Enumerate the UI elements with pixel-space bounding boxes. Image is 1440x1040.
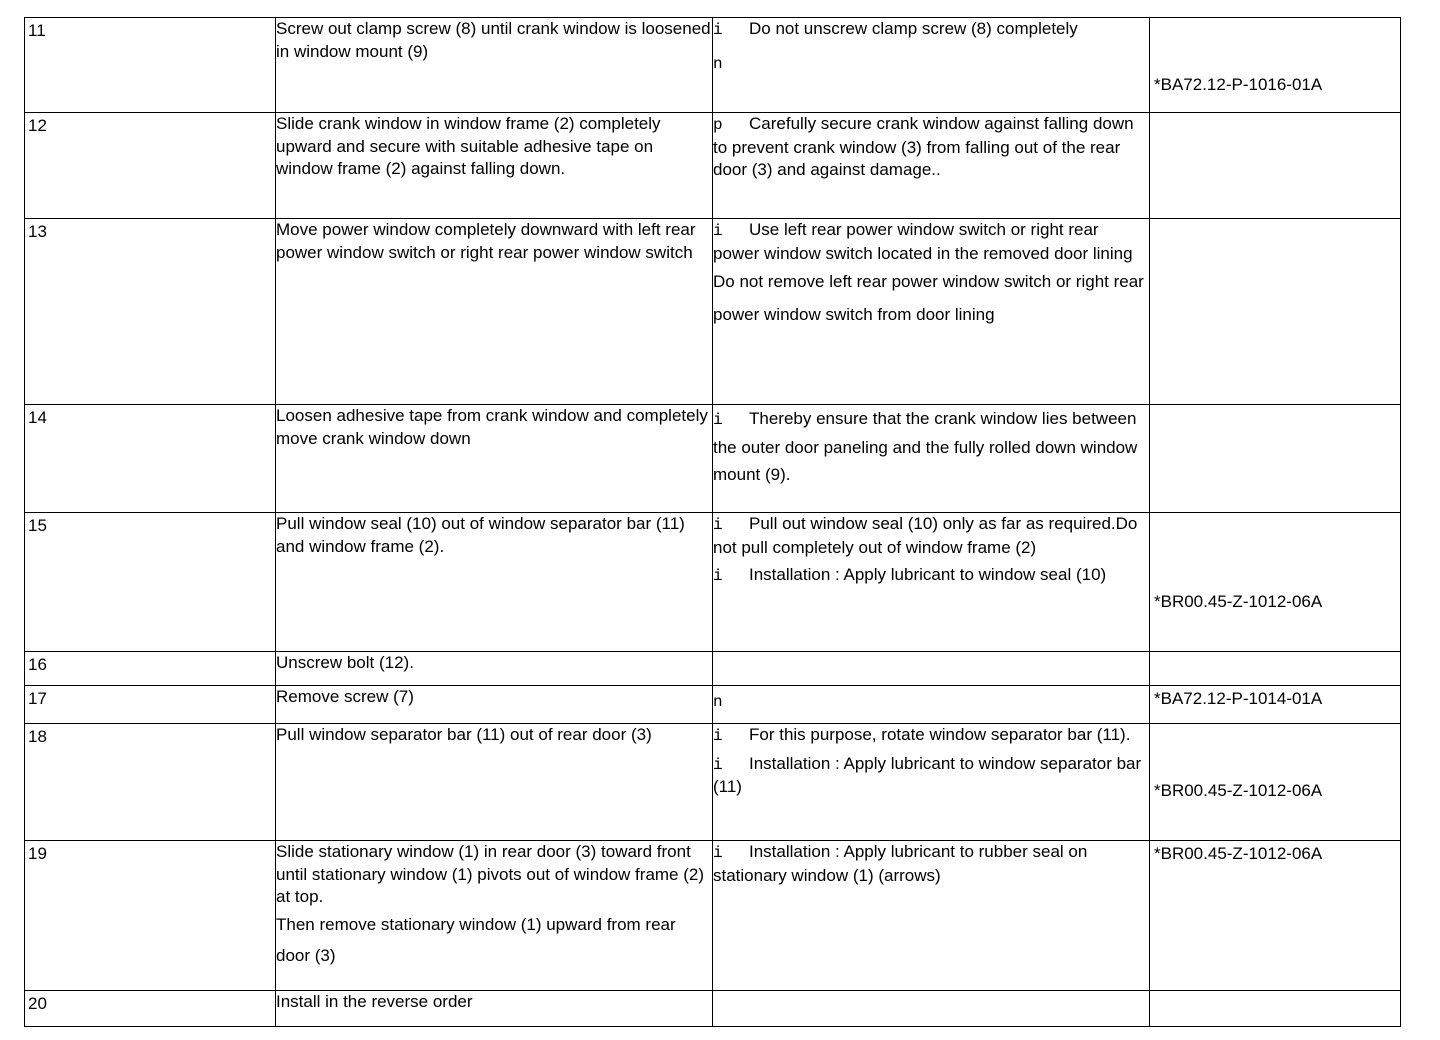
table-row — [25, 18, 1401, 113]
step-number-cell — [25, 219, 276, 405]
step-notes-cell — [713, 513, 1150, 652]
step-action-text: Pull window seal (10) out of window separator bar (11) and window frame (2). — [276, 514, 685, 556]
step-note-text: Do not unscrew clamp screw (8) completely — [749, 19, 1078, 38]
step-note — [713, 753, 1149, 799]
table-row — [25, 113, 1401, 219]
step-action-cell — [276, 405, 713, 513]
table-row — [25, 513, 1401, 652]
info-marker: i — [713, 516, 723, 534]
step-note — [713, 52, 1149, 76]
step-reference-cell — [1150, 219, 1401, 405]
step-note — [713, 724, 1149, 748]
step-action-cell — [276, 991, 713, 1027]
step-reference-cell — [1150, 513, 1401, 652]
step-reference-cell — [1150, 405, 1401, 513]
step-action-cell — [276, 652, 713, 686]
step-number: 20 — [28, 994, 47, 1013]
step-number-cell — [25, 652, 276, 686]
step-notes-cell — [713, 652, 1150, 686]
step-note-text: Installation : Apply lubricant to window separator bar (11) — [713, 753, 1142, 796]
step-reference-cell — [1150, 652, 1401, 686]
info-marker: i — [713, 755, 723, 774]
step-note — [713, 841, 1149, 887]
document-reference: *BR00.45-Z-1012-06A — [1154, 592, 1323, 611]
step-notes-cell — [713, 113, 1150, 219]
step-note-text: For this purpose, rotate window separator bar (11). — [749, 725, 1131, 744]
step-number-cell — [25, 405, 276, 513]
step-note — [713, 219, 1149, 265]
step-action-text: Screw out clamp screw (8) until crank window is loosened in window mount (9) — [276, 19, 711, 61]
step-number-cell — [25, 513, 276, 652]
step-number: 12 — [28, 116, 47, 135]
document-reference: *BA72.12-P-1014-01A — [1154, 689, 1323, 708]
info-marker: i — [713, 411, 723, 429]
step-note-text: Installation : Apply lubricant to rubber seal on stationary window (1) (arrows) — [713, 842, 1088, 885]
step-action-cell — [276, 841, 713, 991]
step-notes-cell — [713, 841, 1150, 991]
step-reference-cell — [1150, 113, 1401, 219]
step-note — [713, 265, 1149, 331]
step-number-cell — [25, 724, 276, 841]
step-note — [713, 513, 1149, 559]
table-row — [25, 652, 1401, 686]
step-number-cell — [25, 113, 276, 219]
document-reference: *BR00.45-Z-1012-06A — [1154, 844, 1323, 863]
step-note-text: Use left rear power window switch or right rear power window switch located in the removed door lining — [713, 220, 1133, 263]
step-note — [713, 113, 1149, 182]
step-notes-cell — [713, 18, 1150, 113]
step-note-text: Do not remove left rear power window switch or right rear power window switch from door lining — [713, 272, 1144, 324]
step-note-text: Carefully secure crank window against falling down to prevent crank window (3) from falling out of the rear door (3) and against damage.. — [713, 114, 1134, 179]
step-action-text: Remove screw (7) — [276, 687, 414, 706]
step-number: 19 — [28, 844, 47, 863]
step-notes-cell — [713, 686, 1150, 724]
info-marker: i — [713, 567, 723, 585]
step-action-cell — [276, 113, 713, 219]
step-note-text: Pull out window seal (10) only as far as required.Do not pull completely out of window frame (2) — [713, 514, 1138, 557]
step-reference-cell — [1150, 841, 1401, 991]
info-marker: i — [713, 727, 723, 745]
repair-steps-table — [24, 17, 1401, 1027]
step-action-cell — [276, 686, 713, 724]
step-notes-cell — [713, 991, 1150, 1027]
document-reference: *BA72.12-P-1016-01A — [1154, 75, 1323, 94]
note-marker: n — [713, 54, 723, 73]
step-number-cell — [25, 686, 276, 724]
table-row — [25, 219, 1401, 405]
table-row — [25, 724, 1401, 841]
step-action-cell — [276, 219, 713, 405]
step-action-cell — [276, 18, 713, 113]
step-number: 16 — [28, 655, 47, 674]
step-number-cell — [25, 18, 276, 113]
step-notes-cell — [713, 219, 1150, 405]
document-reference: *BR00.45-Z-1012-06A — [1154, 781, 1323, 800]
step-note — [713, 686, 1149, 714]
step-action-text: Move power window completely downward with left rear power window switch or right rear power window switch — [276, 220, 696, 262]
step-action-cell — [276, 724, 713, 841]
step-reference-cell — [1150, 724, 1401, 841]
info-marker: i — [713, 222, 723, 240]
step-action-text: Unscrew bolt (12). — [276, 653, 414, 672]
step-notes-cell — [713, 724, 1150, 841]
info-marker: i — [713, 21, 723, 39]
step-note — [713, 18, 1149, 42]
step-number-cell — [25, 991, 276, 1027]
step-number: 17 — [28, 689, 47, 708]
step-number: 13 — [28, 222, 47, 241]
step-reference-cell — [1150, 686, 1401, 724]
step-reference-cell — [1150, 991, 1401, 1027]
step-number: 14 — [28, 408, 47, 427]
step-number: 18 — [28, 727, 47, 746]
step-notes-cell — [713, 405, 1150, 513]
step-note — [713, 405, 1149, 488]
table-row — [25, 841, 1401, 991]
step-action-text: Slide crank window in window frame (2) completely upward and secure with suitable adhesive tape on window frame (2) against falling down. — [276, 114, 661, 178]
caution-marker: p — [713, 116, 723, 134]
table-row — [25, 686, 1401, 724]
note-marker: n — [713, 693, 723, 711]
step-action-text: Then remove stationary window (1) upward from rear door (3) — [276, 914, 676, 965]
step-number: 15 — [28, 516, 47, 535]
step-reference-cell — [1150, 18, 1401, 113]
table-row — [25, 991, 1401, 1027]
step-action-cell — [276, 513, 713, 652]
step-action-text: Slide stationary window (1) in rear door (3) toward front until stationary window (1) pivots out of window frame (2) at top. — [276, 842, 705, 906]
step-note — [713, 564, 1149, 588]
info-marker: i — [713, 844, 723, 862]
step-action-text: Loosen adhesive tape from crank window and completely move crank window down — [276, 406, 708, 448]
step-note-text: Installation : Apply lubricant to window seal (10) — [749, 565, 1107, 584]
step-action-text: Install in the reverse order — [276, 992, 473, 1011]
step-number: 11 — [28, 21, 46, 40]
step-number-cell — [25, 841, 276, 991]
table-row — [25, 405, 1401, 513]
step-action-text: Pull window separator bar (11) out of rear door (3) — [276, 725, 652, 744]
step-note-text: Thereby ensure that the crank window lies between the outer door paneling and the fully rolled down window mount (9). — [713, 409, 1138, 484]
